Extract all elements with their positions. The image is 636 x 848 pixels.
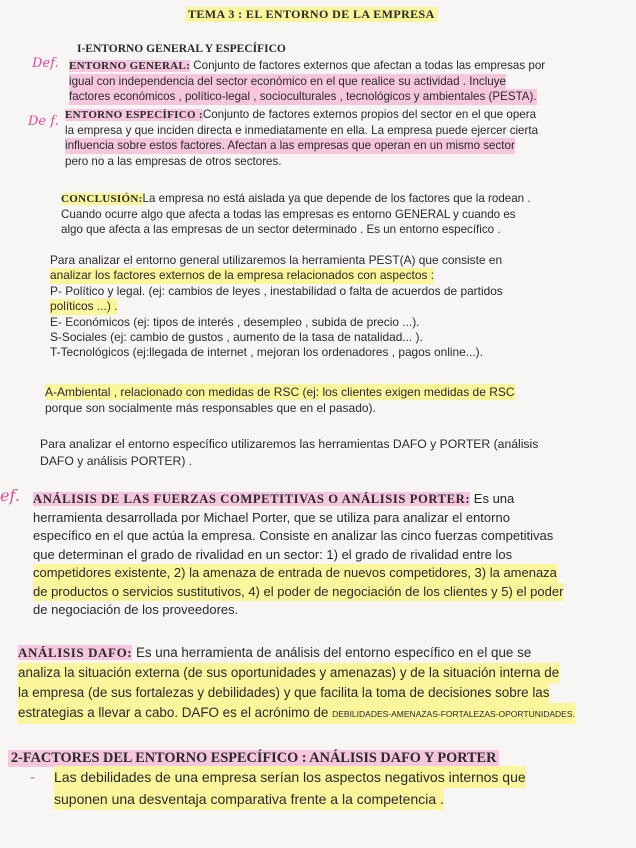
conclusion-label: CONCLUSIÓN: — [61, 193, 143, 205]
margin-note-def-2: De f. — [28, 114, 59, 129]
porter-line-6: de productos o servicios sustitutivos, 4) el poder de negociación de los clientes y 5) el poder — [33, 583, 563, 602]
especifico-tools-line-1: Para analizar el entorno específico utilizaremos las herramientas DAFO y PORTER (análisis — [40, 437, 539, 451]
pest-line-6: S-Sociales (ej: cambio de gustos , aumento de la tasa de natalidad... ). — [50, 330, 423, 345]
conclusion-line-2: Cuando ocurre algo que afecta a todas las empresas es entorno GENERAL y cuando es — [61, 208, 516, 222]
dafo-line-3: la empresa (de sus fortalezas y debilidades) y que facilita la toma de decisiones sobre las — [18, 683, 549, 703]
pest-line-2: analizar los factores externos de la empresa relacionados con aspectos : — [50, 268, 435, 283]
dafo-line-2: analiza la situación externa (de sus oportunidades y amenazas) y de la situación interna de — [18, 663, 559, 683]
porter-label: ANÁLISIS DE LAS FUERZAS COMPETITIVAS O ANÁLISIS PORTER: — [33, 492, 471, 506]
dafo-label: ANÁLISIS DAFO: — [18, 645, 133, 660]
entorno-especifico-line-4: pero no a las empresas de otros sectores. — [65, 154, 282, 168]
pest-paragraph — [50, 253, 595, 361]
section-heading-2: 2-FACTORES DEL ENTORNO ESPECÍFICO : ANÁLISIS DAFO Y PORTER — [8, 750, 499, 767]
bullet-paragraph — [54, 766, 624, 810]
entorno-general-line-2: igual con independencia del sector económico en el que realice su actividad . Incluye — [69, 75, 506, 89]
margin-note-def-3: ef. — [0, 486, 20, 505]
entorno-general-line-3: factores económicos , político-legal , socioculturales , tecnológicos y ambientales (PESTA). — [69, 90, 537, 104]
page-title: TEMA 3 : EL ENTORNO DE LA EMPRESA — [185, 7, 438, 22]
margin-note-def-1: Def. — [32, 56, 59, 71]
conclusion-paragraph — [61, 191, 591, 238]
dafo-paragraph — [18, 643, 618, 724]
ambiental-line-1: A-Ambiental , relacionado con medidas de RSC (ej: los clientes exigen medidas de RSC — [45, 385, 515, 399]
bullet-line-1: Las debilidades de una empresa serían los aspectos negativos internos que — [54, 766, 526, 788]
entorno-general-line-1: Conjunto de factores externos que afectan a todas las empresas por — [190, 59, 546, 72]
dafo-acronym: DEBILIDADES-AMENAZAS-FORTALEZAS-OPORTUNIDADES. — [332, 709, 575, 719]
dafo-line-1: Es una herramienta de análisis del entorno específico en el que se — [132, 645, 532, 660]
bullet-line-2: suponen una desventaja comparativa frente a la competencia . — [54, 788, 444, 810]
entorno-especifico-paragraph — [65, 107, 585, 169]
conclusion-line-1: La empresa no está aislada ya que depende de los factores que la rodean . — [142, 192, 531, 205]
entorno-especifico-line-3: influencia sobre estos factores. Afectan a las empresas que operan en un mismo sector — [65, 139, 515, 153]
entorno-general-paragraph — [69, 58, 574, 105]
entorno-especifico-label: ENTORNO ESPECÍFICO : — [65, 109, 203, 121]
conclusion-line-3: algo que afecta a las empresas de un sector determinado . Es un entorno específico . — [61, 223, 501, 237]
ambiental-paragraph — [45, 384, 600, 416]
porter-line-7: de negociación de los proveedores. — [33, 602, 239, 617]
porter-line-4: que determinan el grado de rivalidad en un sector: 1) el grado de rivalidad entre los — [33, 546, 513, 562]
porter-line-5: competidores existente, 2) la amenaza de entrada de nuevos competidores, 3) la amenaza — [33, 564, 557, 583]
especifico-tools-paragraph — [40, 436, 600, 469]
pest-line-7: T-Tecnológicos (ej:llegada de internet , mejoran los ordenadores , pagos online...). — [50, 345, 483, 360]
entorno-especifico-line-1: Conjunto de factores externos propios del sector en el que opera — [202, 108, 537, 121]
ambiental-line-2: porque son socialmente más responsables que en el pasado). — [45, 401, 376, 415]
porter-line-3: específico en el que actúa la empresa. Consiste en analizar las cinco fuerzas competitivas — [33, 528, 554, 543]
porter-line-2: herramienta desarrollada por Michael Porter, que se utiliza para analizar el entorno — [33, 509, 510, 525]
section-heading-1: I-ENTORNO GENERAL Y ESPECÍFICO — [77, 43, 286, 55]
pest-line-3: P- Político y legal. (ej: cambios de leyes , inestabilidad o falta de acuerdos de partidos — [50, 283, 503, 298]
pest-line-1: Para analizar el entorno general utilizaremos la herramienta PEST(A) que consiste en — [50, 253, 503, 267]
porter-line-1: Es una — [470, 491, 515, 506]
dafo-line-4: estrategias a llevar a cabo. DAFO es el acrónimo de — [18, 705, 333, 720]
pest-line-5: E- Económicos (ej: tipos de interés , desempleo , subida de precio ...). — [50, 314, 420, 329]
entorno-especifico-line-2: la empresa y que inciden directa e inmediatamente en ella. La empresa puede ejercer cierta — [65, 124, 539, 138]
pest-line-4: políticos ...) . — [50, 299, 118, 314]
porter-paragraph — [33, 490, 613, 620]
bullet-dash: - — [30, 769, 35, 786]
entorno-general-label: ENTORNO GENERAL: — [69, 60, 191, 72]
especifico-tools-line-2: DAFO y análisis PORTER) . — [40, 453, 193, 468]
